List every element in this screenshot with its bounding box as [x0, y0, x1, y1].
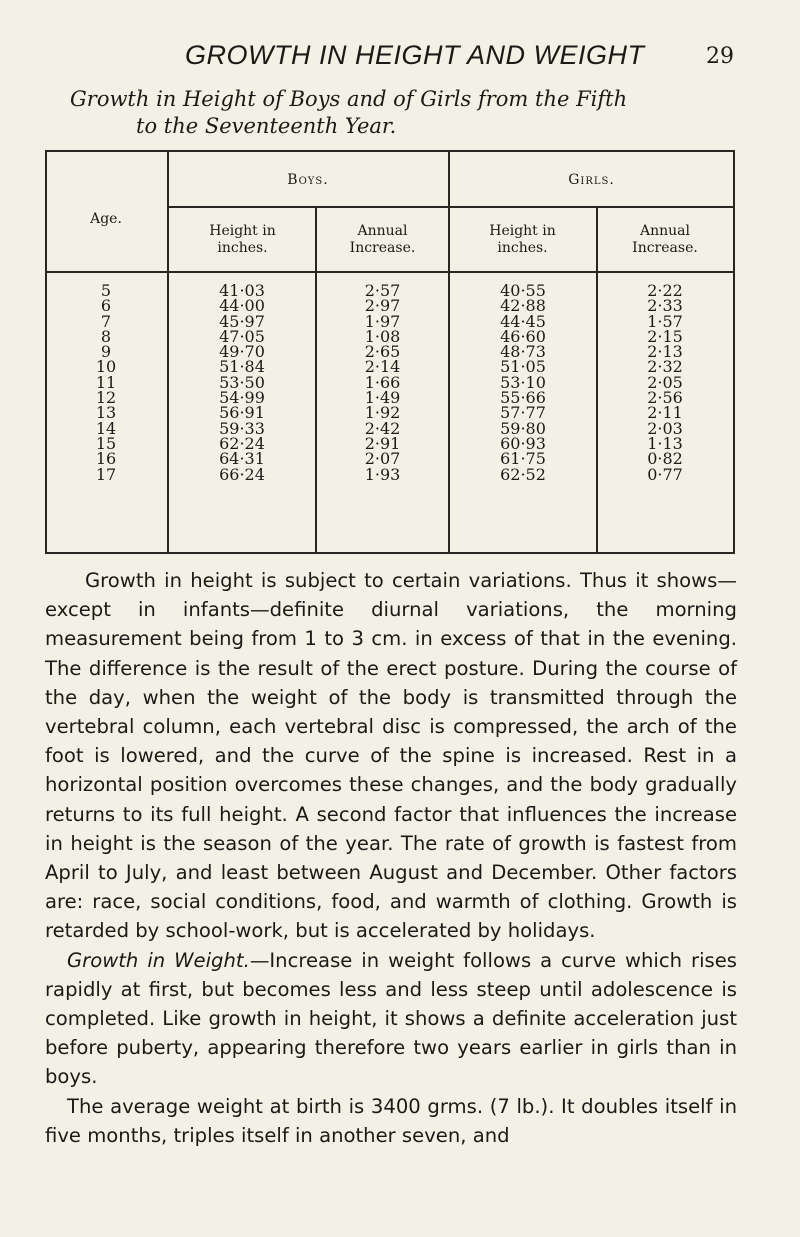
boys-height-cell: 53·50	[219, 372, 265, 392]
girls-height-cell: 40·55	[500, 281, 546, 300]
body-text	[45, 566, 737, 1150]
table-caption	[70, 86, 710, 140]
boys-height-cell: 47·05	[219, 326, 265, 346]
table-rule	[45, 271, 735, 273]
age-cell: 13	[95, 403, 117, 423]
boys-header: Boys.	[287, 172, 329, 188]
girls-increase-header: Annual Increase.	[632, 223, 698, 256]
age-cell: 5	[100, 281, 112, 300]
girls-increase-cell: 2·22	[647, 281, 683, 300]
boys-increase-cell: 2·97	[364, 296, 401, 316]
girls-increase-cell: 2·15	[647, 326, 683, 346]
boys-increase-cell: 1·66	[364, 372, 401, 392]
boys-increase-cell: 1·97	[364, 311, 401, 331]
girls-increase-cell: 2·11	[647, 403, 683, 423]
age-cell: 15	[95, 433, 117, 453]
page-number: 29	[706, 44, 734, 69]
girls-height-cell: 46·60	[500, 326, 546, 346]
age-cell: 16	[95, 449, 117, 469]
girls-height-cell: 57·77	[500, 403, 546, 423]
age-cell: 9	[100, 342, 112, 362]
boys-increase-cell: 2·07	[364, 449, 401, 469]
girls-increase-cell: 2·05	[647, 372, 683, 392]
girls-height-cell: 61·75	[500, 449, 546, 469]
boys-height-cell: 54·99	[219, 388, 265, 408]
girls-increase-cell: 2·33	[647, 296, 683, 316]
boys-height-cell: 45·97	[219, 311, 265, 331]
boys-height-cell: 51·84	[219, 357, 265, 377]
paragraph-height-variations: Growth in height is subject to certain variations. Thus it shows—except in infants—definite diurnal variations, the morning measurement being from 1 to 3 cm. in excess of that in the evening. The difference is the result of the erect posture. During the course of the day, when the weight of the body is transmitted through the vertebral column, each vertebral disc is compressed, the arch of the foot is lowered, and the curve of the spine is increased. Rest in a horizontal position overcomes these changes, and the body gradually returns to its full height. A second factor that influences the increase in height is the season of the year. The rate of growth is fastest from April to July, and least between August and December. Other factors are: race, social conditions, food, and warmth of clothing. Growth is retarded by school-work, but is accelerated by holidays.	[45, 569, 737, 943]
girls-height-cell: 53·10	[500, 372, 546, 392]
girls-header: Girls.	[568, 172, 615, 188]
boys-increase-cell: 1·49	[364, 388, 401, 408]
boys-height-cell: 49·70	[219, 342, 265, 362]
girls-increase-cell: 1·57	[647, 311, 683, 331]
boys-increase-cell: 2·91	[364, 433, 401, 453]
paragraph-birth-weight: The average weight at birth is 3400 grms. (7 lb.). It doubles itself in five months, triples itself in another seven, and	[45, 1094, 737, 1147]
age-cell: 6	[100, 296, 112, 316]
boys-increase-cell: 1·92	[364, 403, 401, 423]
page-header	[0, 40, 800, 74]
age-cell: 11	[95, 372, 117, 392]
girls-height-cell: 59·80	[500, 418, 546, 438]
girls-increase-cell: 0·77	[647, 464, 683, 484]
age-cell: 17	[95, 464, 117, 484]
age-column	[45, 283, 167, 482]
boys-height-cell: 62·24	[219, 433, 265, 453]
boys-height-cell: 44·00	[219, 296, 265, 316]
boys-height-column	[167, 283, 317, 482]
growth-table	[45, 150, 735, 554]
boys-height-header: Height in inches.	[209, 223, 276, 256]
boys-increase-cell: 2·42	[364, 418, 401, 438]
paragraph-growth-in-weight	[45, 946, 737, 1092]
table-rule	[167, 206, 735, 208]
girls-height-cell: 44·45	[500, 311, 546, 331]
paragraph-body: —Increase in weight follows a curve which rises rapidly at first, but becomes less and less steep until adolescence is completed. Like growth in height, it shows a definite acceleration just before puberty, appearing therefore two years earlier in girls than in boys.	[45, 948, 738, 1089]
boys-height-cell: 66·24	[219, 464, 265, 484]
girls-height-cell: 42·88	[500, 296, 546, 316]
boys-increase-cell: 2·65	[364, 342, 401, 362]
girls-height-cell: 55·66	[500, 388, 546, 408]
girls-height-cell: 62·52	[500, 464, 546, 484]
girls-height-column	[448, 283, 598, 482]
boys-height-cell: 64·31	[219, 449, 265, 469]
age-cell: 7	[100, 311, 112, 331]
girls-height-header: Height in inches.	[489, 223, 556, 256]
girls-increase-cell: 1·13	[647, 433, 683, 453]
age-cell: 10	[95, 357, 117, 377]
table-caption-line-2: to the Seventeenth Year.	[136, 114, 397, 138]
running-title: GROWTH IN HEIGHT AND WEIGHT	[185, 40, 645, 70]
boys-increase-cell: 1·08	[364, 326, 401, 346]
girls-increase-cell: 2·03	[647, 418, 683, 438]
boys-increase-header: Annual Increase.	[349, 223, 416, 256]
girls-increase-cell: 2·13	[647, 342, 683, 362]
girls-increase-column	[596, 283, 734, 482]
boys-increase-column	[315, 283, 450, 482]
table-caption-line-1: Growth in Height of Boys and of Girls from the Fifth	[70, 87, 628, 111]
girls-height-cell: 60·93	[500, 433, 546, 453]
boys-height-cell: 56·91	[219, 403, 265, 423]
boys-increase-cell: 2·14	[364, 357, 401, 377]
girls-increase-cell: 2·32	[647, 357, 683, 377]
girls-increase-cell: 0·82	[647, 449, 683, 469]
section-lead: Growth in Weight.	[67, 948, 250, 972]
age-cell: 14	[95, 418, 117, 438]
girls-height-cell: 48·73	[500, 342, 546, 362]
boys-height-cell: 59·33	[219, 418, 265, 438]
girls-height-cell: 51·05	[500, 357, 546, 377]
age-cell: 12	[95, 388, 117, 408]
girls-increase-cell: 2·56	[647, 388, 683, 408]
boys-increase-cell: 1·93	[364, 464, 401, 484]
boys-height-cell: 41·03	[219, 281, 265, 300]
age-cell: 8	[100, 326, 112, 346]
age-header: Age.	[90, 211, 122, 227]
boys-increase-cell: 2·57	[364, 281, 401, 300]
